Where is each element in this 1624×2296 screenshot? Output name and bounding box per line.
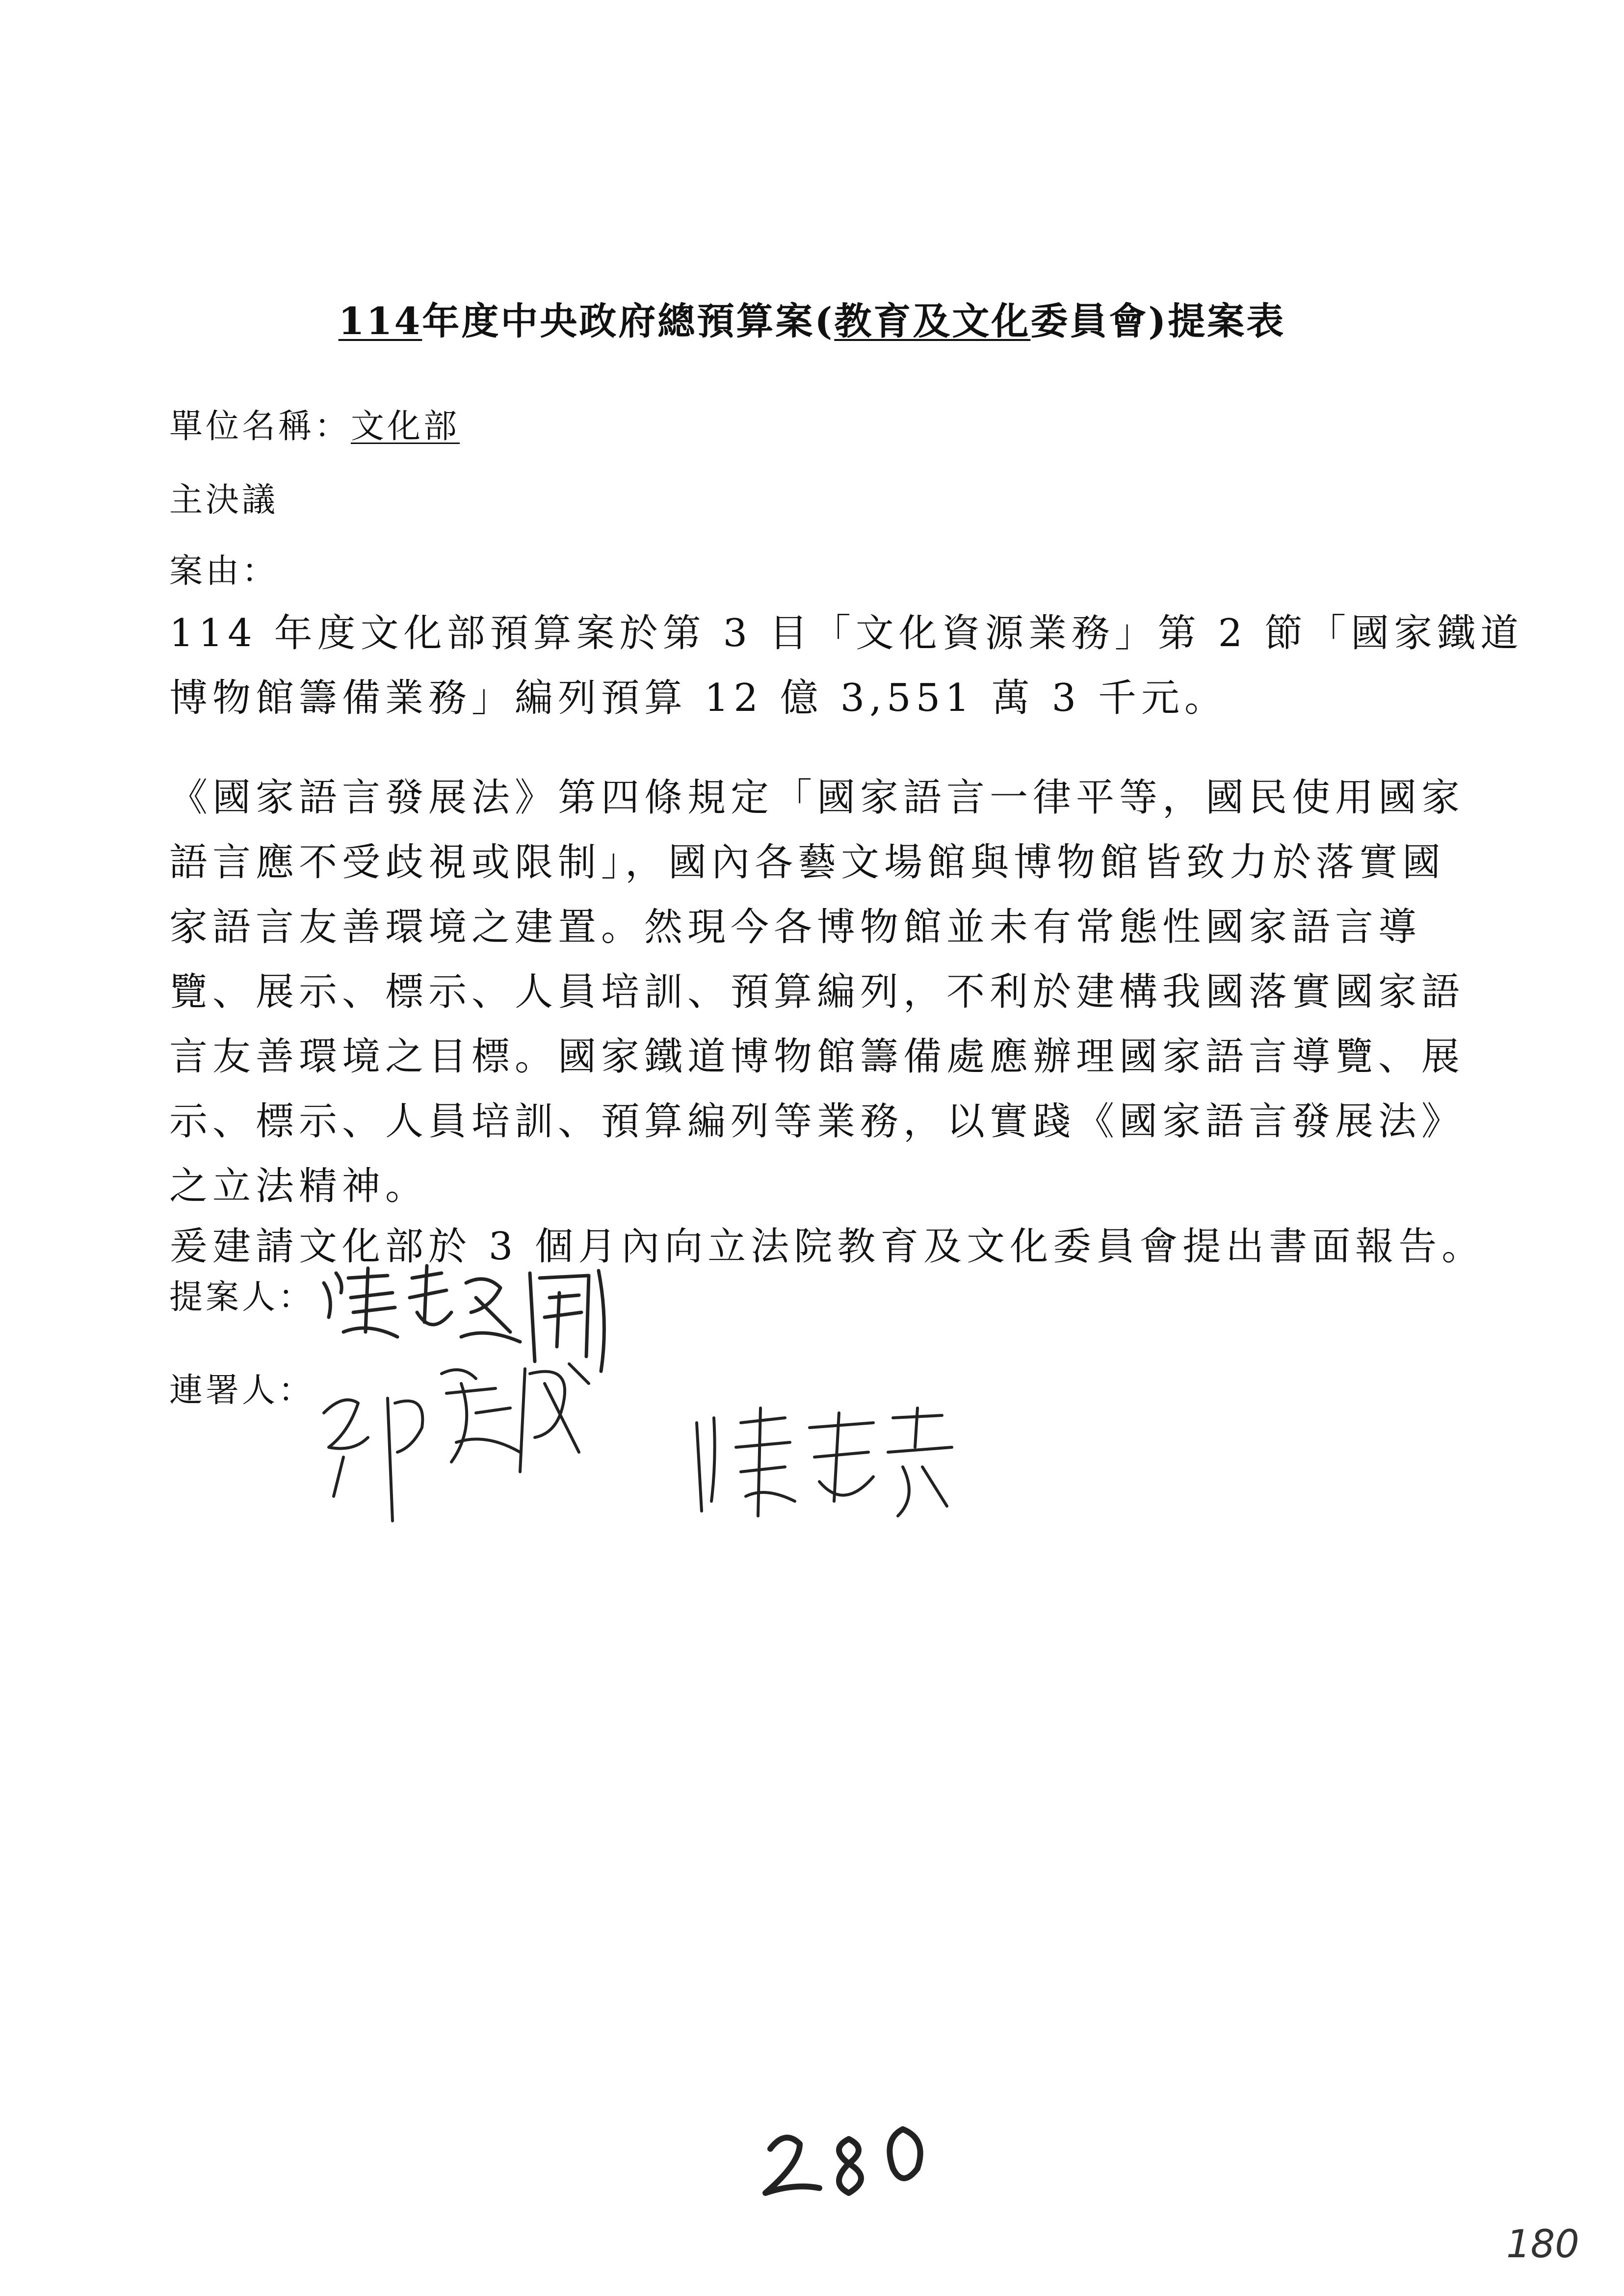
resolution-type: 主決議 — [169, 481, 279, 520]
title-committee: 教育及文化 — [834, 299, 1031, 343]
cosigner-signature-1 — [314, 1354, 618, 1531]
paragraph-2-line: 示、標示、人員培訓、預算編列等業務，以實踐《國家語言發展法》 — [169, 1099, 1465, 1144]
paragraph-1-line: 博物館籌備業務」編列預算 12 億 3,551 萬 3 千元。 — [169, 676, 1228, 720]
paragraph-2-line: 之立法精神。 — [169, 1164, 429, 1208]
cosigner-signature-2 — [687, 1403, 962, 1521]
title-middle: 年度中央政府總預算案( — [422, 299, 835, 343]
paragraph-1 — [169, 601, 1524, 731]
page-title — [0, 297, 1624, 346]
paragraph-2-line: 家語言友善環境之建置。然現今各博物館並未有常態性國家語言導 — [169, 905, 1422, 949]
reason-label: 案由： — [169, 552, 279, 591]
paragraph-2-line: 《國家語言發展法》第四條規定「國家語言一律平等，國民使用國家 — [169, 776, 1465, 820]
paragraph-1-line: 114 年度文化部預算案於第 3 目「文化資源業務」第 2 節「國家鐵道 — [169, 611, 1524, 655]
paragraph-3: 爰建請文化部於 3 個月內向立法院教育及文化委員會提出書面報告。 — [169, 1225, 1485, 1269]
handwritten-number — [756, 2110, 952, 2208]
paragraph-2 — [169, 765, 1484, 1219]
unit-value: 文化部 — [351, 407, 460, 446]
cosigner-label: 連署人： — [169, 1371, 315, 1410]
unit-row — [169, 405, 460, 449]
paragraph-2-line: 語言應不受歧視或限制」，國內各藝文場館與博物館皆致力於落實國 — [169, 840, 1446, 885]
title-year: 114 — [338, 299, 422, 343]
page-number: 180 — [1506, 2222, 1579, 2267]
paragraph-2-line: 言友善環境之目標。國家鐵道博物館籌備處應辦理國家語言導覽、展 — [169, 1035, 1465, 1079]
paragraph-2-line: 覽、展示、標示、人員培訓、預算編列，不利於建構我國落實國家語 — [169, 970, 1465, 1014]
unit-label: 單位名稱： — [169, 407, 351, 446]
title-end: 委員會)提案表 — [1030, 299, 1286, 343]
proposer-label: 提案人： — [169, 1278, 315, 1317]
